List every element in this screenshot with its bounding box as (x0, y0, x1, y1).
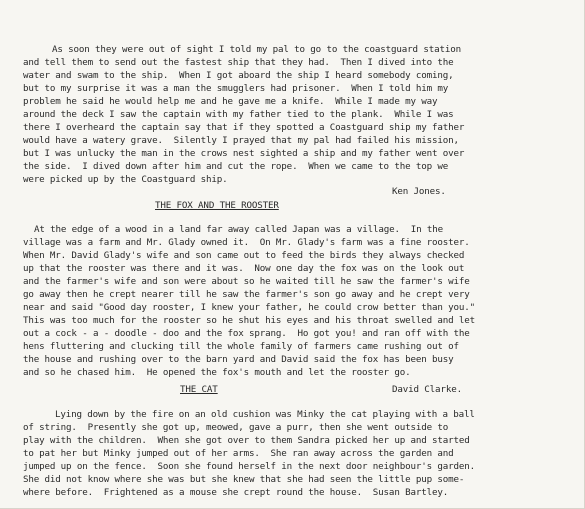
story3-line-1: Lying down by the fire on an old cushion was Minky the cat playing with a ball (55, 409, 475, 420)
story3-line-7: where before. Frightened as a mouse she crept round the house. Susan Bartley. (23, 487, 449, 498)
story1-line-5: problem he said he would help me and he gave me a knife. While I made my way (23, 96, 438, 107)
story1-line-1: As soon they were out of sight I told my pal to go to the coastguard station (52, 44, 461, 55)
story2-author: David Clarke. (392, 384, 462, 395)
story2-line-8: This was too much for the rooster so he shut his eyes and his throat swelled and let (23, 315, 476, 326)
story1-line-9: but I was unlucky the man in the crows nest sighted a ship and my father went over (23, 148, 465, 159)
story1-line-8: would have a watery grave. Silently I prayed that my pal had failed his mission, (23, 135, 459, 146)
story3-line-4: to pat her but Minky jumped out of her arms. She ran away across the garden and (23, 448, 454, 459)
story2-title: THE FOX AND THE ROOSTER (155, 200, 279, 211)
story2-line-11: the house and rushing over to the barn yard and David said the fox has been busy (23, 354, 454, 365)
story2-line-9: out a cock - a - doodle - doo and the fox sprang. Ho got you! and ran off with the (23, 328, 470, 339)
story3-line-5: jumped up on the fence. Soon she found herself in the next door neighbour's garden. (23, 461, 476, 472)
story1-line-11: were picked up by the Coastguard ship. (23, 174, 228, 185)
story3-line-6: She did not know where she was but she knew that she had seen the little pup some- (23, 474, 465, 485)
story2-line-12: and so he chased him. He opened the fox's mouth and let the rooster go. (23, 367, 411, 378)
story1-line-6: around the deck I saw the captain with my father tied to the plank. While I was (23, 109, 454, 120)
story2-line-3: When Mr. David Glady's wife and son came out to feed the birds they always checked (23, 250, 465, 261)
story3-line-2: of string. Presently she got up, meowed, gave a purr, then she went outside to (23, 422, 449, 433)
story2-line-6: go away then he crept nearer till he saw the farmer's son go away and he crept very (23, 289, 470, 300)
story1-line-3: water and swam to the ship. When I got aboard the ship I heard somebody coming, (23, 70, 454, 81)
story2-line-1: At the edge of a wood in a land far away called Japan was a village. In the (34, 224, 443, 235)
story2-line-2: village was a farm and Mr. Glady owned it. On Mr. Glady's farm was a fine rooster. (23, 237, 470, 248)
story1-author: Ken Jones. (392, 186, 446, 197)
story1-line-2: and tell them to send out the fastest ship that they had. Then I dived into the (23, 57, 454, 68)
story1-line-10: the side. I dived down after him and cut the rope. When we came to the top we (23, 161, 449, 172)
story3-line-3: play with the children. When she got over to them Sandra picked her up and started (23, 435, 470, 446)
story1-line-4: but to my surprise it was a man the smugglers had prisoner. When I told him my (23, 83, 449, 94)
story2-line-4: up that the rooster was there and it was. Now one day the fox was on the look out (23, 263, 465, 274)
story2-line-10: hens fluttering and clucking till the whole family of farmers came rushing out of (23, 341, 459, 352)
story2-line-7: near and said "Good day rooster, I knew your father, he could crow better than you." (23, 302, 476, 313)
story3-title: THE CAT (180, 384, 218, 395)
story2-line-5: and the farmer's wife and son were about so he waited till he saw the farmer's wife (23, 276, 470, 287)
story1-line-7: there I overheard the captain say that if they spotted a Coastguard ship my father (23, 122, 465, 133)
